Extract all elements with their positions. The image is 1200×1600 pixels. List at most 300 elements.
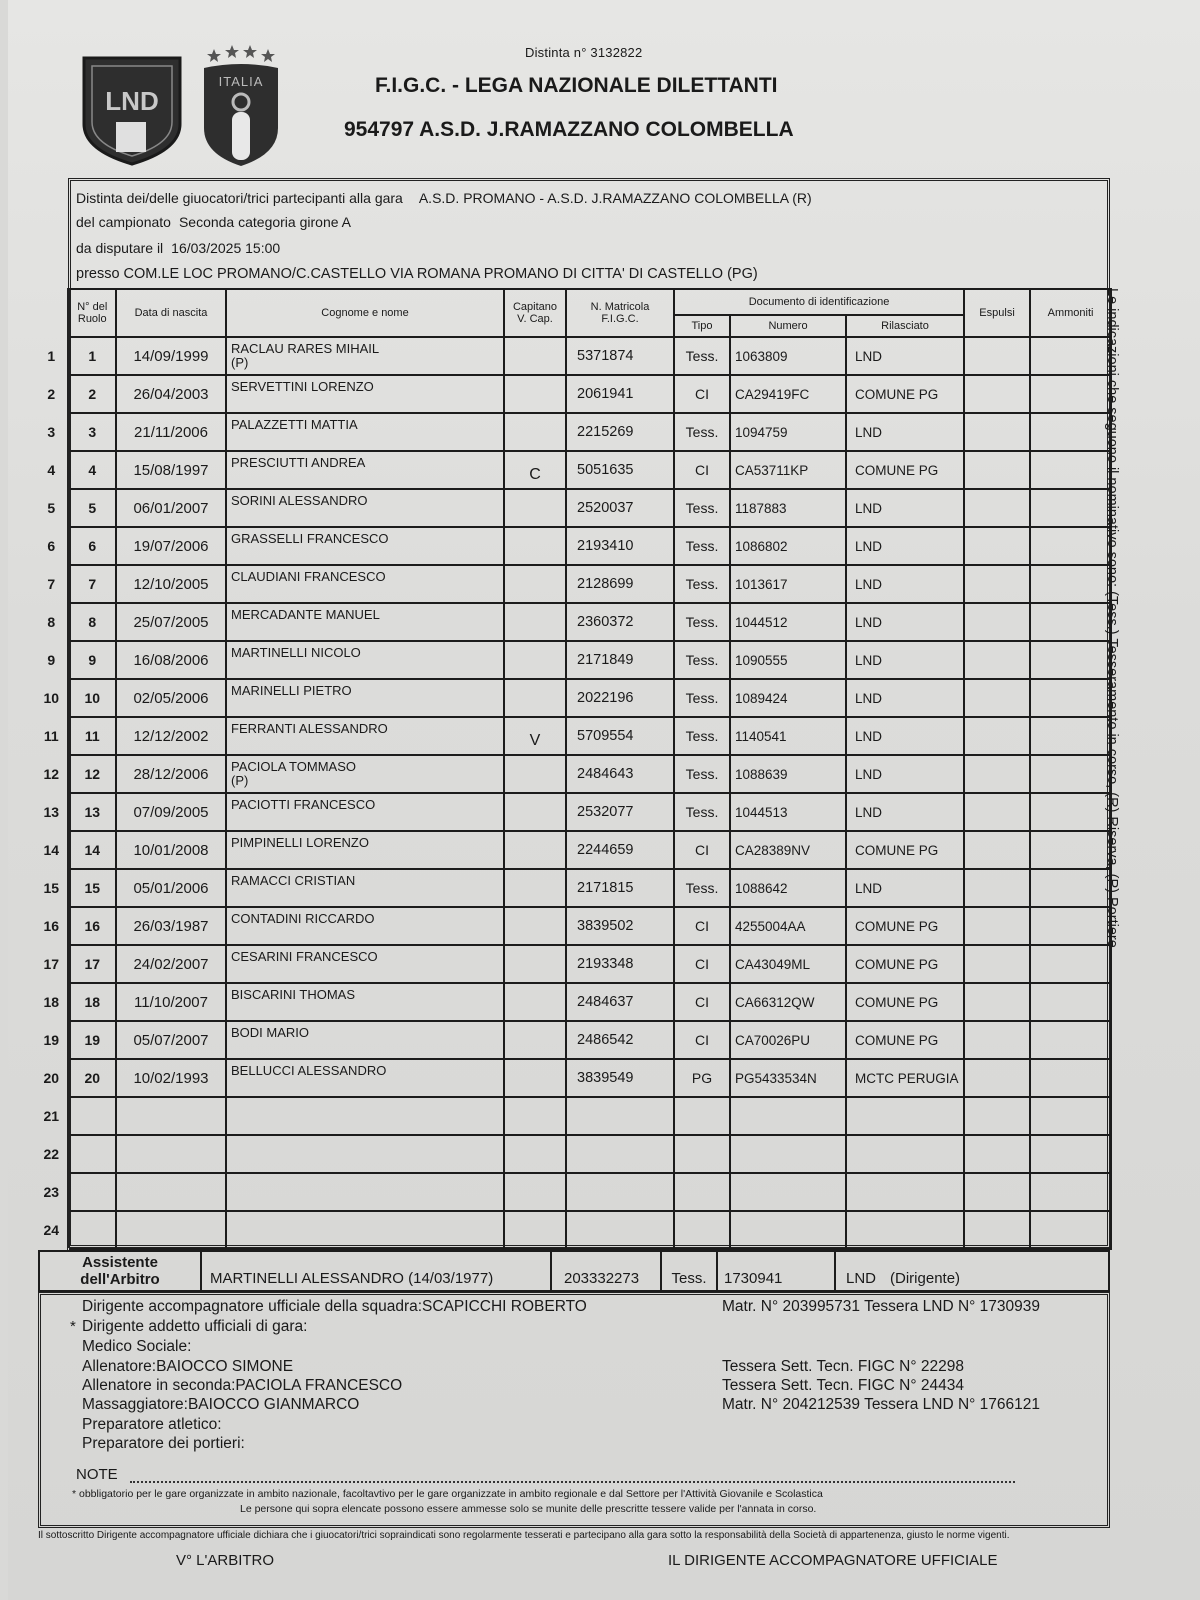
player-name [226, 755, 504, 793]
doc-issued-by: COMUNE PG [846, 945, 964, 983]
table-row [36, 641, 1111, 679]
matricola [566, 1097, 674, 1135]
expelled-cell [964, 565, 1030, 603]
assistant-doc-type: Tess. [662, 1252, 718, 1290]
doc-type: CI [674, 983, 730, 1021]
captain-mark [504, 527, 566, 565]
captain-mark [504, 1059, 566, 1097]
matricola: 2520037 [566, 489, 674, 527]
doc-number: 1140541 [730, 717, 846, 755]
table-row [36, 489, 1111, 527]
doc-number: CA43049ML [730, 945, 846, 983]
venue-label: presso [76, 266, 120, 282]
player-name-text: PALAZZETTI MATTIA [231, 417, 358, 432]
doc-issued-by: LND [846, 337, 964, 375]
birth-date: 12/10/2005 [116, 565, 226, 603]
player-name-text: PIMPINELLI LORENZO [231, 835, 369, 850]
doc-issued-by: LND [846, 755, 964, 793]
venue-line [76, 266, 758, 282]
matricola: 2061941 [566, 375, 674, 413]
doc-number: 1089424 [730, 679, 846, 717]
matricola: 2532077 [566, 793, 674, 831]
player-name [226, 451, 504, 489]
birth-date: 07/09/2005 [116, 793, 226, 831]
doc-number: 1187883 [730, 489, 846, 527]
doc-type: Tess. [674, 869, 730, 907]
expelled-cell [964, 1059, 1030, 1097]
doc-number: PG5433534N [730, 1059, 846, 1097]
birth-date: 05/07/2007 [116, 1021, 226, 1059]
expelled-cell [964, 489, 1030, 527]
matricola: 2215269 [566, 413, 674, 451]
row-index: 12 [36, 755, 68, 793]
table-row [36, 413, 1111, 451]
doc-issued-by [846, 1211, 964, 1249]
birth-date: 10/01/2008 [116, 831, 226, 869]
table-row [36, 793, 1111, 831]
booked-cell [1030, 451, 1111, 489]
player-name [226, 1097, 504, 1135]
player-name [226, 983, 504, 1021]
captain-mark [504, 983, 566, 1021]
captain-mark [504, 679, 566, 717]
role-number: 14 [68, 831, 116, 869]
booked-cell [1030, 489, 1111, 527]
row-index: 9 [36, 641, 68, 679]
championship-label: del campionato [76, 214, 171, 230]
role-number: 3 [68, 413, 116, 451]
col-tipo: Tipo [674, 315, 730, 337]
federation-title: F.I.G.C. - LEGA NAZIONALE DILETTANTI [375, 74, 778, 97]
captain-mark: C [504, 451, 566, 489]
match-line [76, 190, 812, 206]
birth-date: 15/08/1997 [116, 451, 226, 489]
birth-date: 25/07/2005 [116, 603, 226, 641]
matricola: 2128699 [566, 565, 674, 603]
matricola: 2484643 [566, 755, 674, 793]
matricola [566, 1211, 674, 1249]
match-date-line [76, 240, 280, 256]
doc-number [730, 1211, 846, 1249]
doc-type [674, 1135, 730, 1173]
doc-issued-by: LND [846, 413, 964, 451]
doc-issued-by: COMUNE PG [846, 1021, 964, 1059]
player-name-text: MARINELLI PIETRO [231, 683, 352, 698]
italia-logo-text: ITALIA [218, 74, 264, 89]
booked-cell [1030, 565, 1111, 603]
assistant-matricola: 203332273 [552, 1252, 662, 1290]
asterisk: * [70, 1318, 76, 1335]
matricola: 2484637 [566, 983, 674, 1021]
doc-issued-by: LND [846, 527, 964, 565]
row-index: 4 [36, 451, 68, 489]
doc-type [674, 1097, 730, 1135]
side-legend-text: Le indicazioni che seguono il nominativo sono: (Tess.) Tesseramento in corso, (R) Riserva, (P) Portiere [1104, 288, 1120, 948]
captain-mark [504, 945, 566, 983]
row-index: 21 [36, 1097, 68, 1135]
row-index: 14 [36, 831, 68, 869]
venue-value: COM.LE LOC PROMANO/C.CASTELLO VIA ROMANA PROMANO DI CITTA' DI CASTELLO (PG) [123, 266, 758, 282]
birth-date: 26/03/1987 [116, 907, 226, 945]
player-name-text: GRASSELLI FRANCESCO [231, 531, 389, 546]
captain-mark [504, 793, 566, 831]
table-row [36, 451, 1111, 489]
booked-cell [1030, 907, 1111, 945]
booked-cell [1030, 1059, 1111, 1097]
table-row [36, 565, 1111, 603]
doc-type: CI [674, 375, 730, 413]
row-index: 13 [36, 793, 68, 831]
expelled-cell [964, 1135, 1030, 1173]
staff-massaggiatore-id: Matr. N° 204212539 Tessera LND N° 1766121 [722, 1396, 1040, 1413]
birth-date: 28/12/2006 [116, 755, 226, 793]
player-name [226, 527, 504, 565]
player-name [226, 945, 504, 983]
table-row [36, 527, 1111, 565]
doc-issued-by [846, 1097, 964, 1135]
booked-cell [1030, 413, 1111, 451]
doc-number: 1088639 [730, 755, 846, 793]
doc-issued-by: LND [846, 603, 964, 641]
expelled-cell [964, 641, 1030, 679]
expelled-cell [964, 717, 1030, 755]
expelled-cell [964, 983, 1030, 1021]
captain-mark [504, 907, 566, 945]
player-name-text: MARTINELLI NICOLO [231, 645, 361, 660]
captain-mark [504, 413, 566, 451]
role-number: 7 [68, 565, 116, 603]
doc-issued-by: LND [846, 717, 964, 755]
booked-cell [1030, 983, 1111, 1021]
matricola: 2022196 [566, 679, 674, 717]
birth-date [116, 1173, 226, 1211]
table-row [36, 1097, 1111, 1135]
doc-type: Tess. [674, 527, 730, 565]
expelled-cell [964, 945, 1030, 983]
role-number [68, 1135, 116, 1173]
table-row [36, 945, 1111, 983]
lnd-logo [80, 54, 184, 166]
doc-number: 1086802 [730, 527, 846, 565]
table-row [36, 831, 1111, 869]
booked-cell [1030, 641, 1111, 679]
player-name [226, 717, 504, 755]
table-row [36, 337, 1111, 375]
doc-type: Tess. [674, 337, 730, 375]
captain-mark [504, 755, 566, 793]
booked-cell [1030, 375, 1111, 413]
matricola [566, 1135, 674, 1173]
captain-mark [504, 1135, 566, 1173]
table-row [36, 679, 1111, 717]
booked-cell [1030, 1211, 1111, 1249]
col-ruolo: N° del Ruolo [68, 289, 116, 337]
booked-cell [1030, 1097, 1111, 1135]
col-name: Cognome e nome [226, 289, 504, 337]
row-index: 3 [36, 413, 68, 451]
row-index: 15 [36, 869, 68, 907]
booked-cell [1030, 603, 1111, 641]
player-name [226, 603, 504, 641]
doc-issued-by: COMUNE PG [846, 451, 964, 489]
expelled-cell [964, 451, 1030, 489]
booked-cell [1030, 1173, 1111, 1211]
doc-type: Tess. [674, 641, 730, 679]
role-number: 13 [68, 793, 116, 831]
birth-date: 21/11/2006 [116, 413, 226, 451]
row-index: 6 [36, 527, 68, 565]
doc-number: 4255004AA [730, 907, 846, 945]
doc-number: 1013617 [730, 565, 846, 603]
doc-type: CI [674, 1021, 730, 1059]
matricola: 5709554 [566, 717, 674, 755]
player-table [36, 288, 1112, 1250]
matricola: 2171815 [566, 869, 674, 907]
assistant-issued: LND (Dirigente) [846, 1269, 961, 1287]
matricola: 2193348 [566, 945, 674, 983]
doc-type: Tess. [674, 793, 730, 831]
player-name [226, 907, 504, 945]
doc-type [674, 1211, 730, 1249]
expelled-cell [964, 793, 1030, 831]
match-label: Distinta dei/delle giuocatori/trici partecipanti alla gara [76, 190, 403, 206]
staff-preparatore-portieri: Preparatore dei portieri: [82, 1435, 245, 1452]
player-name-text: PRESCIUTTI ANDREA [231, 455, 366, 470]
doc-type: Tess. [674, 755, 730, 793]
role-number: 16 [68, 907, 116, 945]
doc-issued-by [846, 1135, 964, 1173]
booked-cell [1030, 793, 1111, 831]
expelled-cell [964, 1097, 1030, 1135]
player-name-text: SERVETTINI LORENZO [231, 379, 374, 394]
matricola: 2360372 [566, 603, 674, 641]
championship-value: Seconda categoria girone A [178, 214, 351, 230]
role-number: 2 [68, 375, 116, 413]
doc-type: Tess. [674, 717, 730, 755]
player-role-note: (P) [231, 355, 249, 370]
staff-dirigente-id: Matr. N° 203995731 Tessera LND N° 1730939 [722, 1298, 1040, 1315]
table-row [36, 1135, 1111, 1173]
doc-type: Tess. [674, 679, 730, 717]
doc-number [730, 1097, 846, 1135]
player-name-text: BODI MARIO [231, 1025, 310, 1040]
note-field[interactable] [130, 1481, 1015, 1483]
table-row [36, 983, 1111, 1021]
birth-date: 14/09/1999 [116, 337, 226, 375]
doc-issued-by: COMUNE PG [846, 983, 964, 1021]
doc-number: CA29419FC [730, 375, 846, 413]
staff-massaggiatore: Massaggiatore:BAIOCCO GIANMARCO [82, 1396, 360, 1413]
expelled-cell [964, 413, 1030, 451]
player-name-text: FERRANTI ALESSANDRO [231, 721, 388, 736]
referee-signature-label: V° L'ARBITRO [176, 1552, 275, 1569]
matricola [566, 1173, 674, 1211]
doc-issued-by: LND [846, 793, 964, 831]
captain-mark [504, 1097, 566, 1135]
birth-date: 26/04/2003 [116, 375, 226, 413]
row-index: 8 [36, 603, 68, 641]
birth-date: 11/10/2007 [116, 983, 226, 1021]
player-name [226, 565, 504, 603]
captain-mark [504, 1021, 566, 1059]
lnd-logo-text: LND [105, 86, 159, 116]
table-row [36, 717, 1111, 755]
player-name [226, 869, 504, 907]
col-ammoniti: Ammoniti [1030, 289, 1111, 337]
row-index: 19 [36, 1021, 68, 1059]
distinta-number: Distinta n° 3132822 [525, 45, 643, 60]
doc-number: CA66312QW [730, 983, 846, 1021]
assistant-referee-row [38, 1250, 1110, 1292]
expelled-cell [964, 679, 1030, 717]
booked-cell [1030, 527, 1111, 565]
expelled-cell [964, 1021, 1030, 1059]
birth-date: 16/08/2006 [116, 641, 226, 679]
captain-mark [504, 565, 566, 603]
doc-type [674, 1173, 730, 1211]
table-row [36, 375, 1111, 413]
staff-allenatore-2-id: Tessera Sett. Tecn. FIGC N° 24434 [722, 1377, 964, 1394]
role-number [68, 1211, 116, 1249]
role-number: 15 [68, 869, 116, 907]
booked-cell [1030, 679, 1111, 717]
player-name [226, 1059, 504, 1097]
match-value: A.S.D. PROMANO - A.S.D. J.RAMAZZANO COLOMBELLA (R) [418, 190, 812, 206]
doc-number: CA70026PU [730, 1021, 846, 1059]
birth-date [116, 1135, 226, 1173]
captain-mark [504, 831, 566, 869]
birth-date: 02/05/2006 [116, 679, 226, 717]
staff-preparatore: Preparatore atletico: [82, 1416, 222, 1433]
doc-issued-by: LND [846, 679, 964, 717]
table-row [36, 1021, 1111, 1059]
captain-mark [504, 489, 566, 527]
doc-type: CI [674, 907, 730, 945]
table-row [36, 1173, 1111, 1211]
role-number: 9 [68, 641, 116, 679]
role-number: 10 [68, 679, 116, 717]
role-number: 4 [68, 451, 116, 489]
doc-issued-by: LND [846, 869, 964, 907]
matricola: 2171849 [566, 641, 674, 679]
director-signature-label: IL DIRIGENTE ACCOMPAGNATORE UFFICIALE [668, 1552, 998, 1569]
captain-mark [504, 375, 566, 413]
role-number: 18 [68, 983, 116, 1021]
booked-cell [1030, 945, 1111, 983]
player-name [226, 1173, 504, 1211]
assistant-role: (Dirigente) [890, 1269, 961, 1287]
table-row [36, 603, 1111, 641]
player-name-text: PACIOLA TOMMASO [231, 759, 356, 774]
staff-dirigente: Dirigente accompagnatore ufficiale della squadra:SCAPICCHI ROBERTO [82, 1298, 587, 1315]
fine-print-mandatory: * obbligatorio per le gare organizzate in ambito nazionale, facoltavtivo per le gare organizzate in ambito regionale e dal Settore per l'Attività Giovanile e Scolastica [72, 1488, 823, 1500]
doc-issued-by: COMUNE PG [846, 831, 964, 869]
doc-number: 1044513 [730, 793, 846, 831]
col-matricola: N. Matricola F.I.G.C. [566, 289, 674, 337]
matricola: 5371874 [566, 337, 674, 375]
row-index: 7 [36, 565, 68, 603]
match-date-value: 16/03/2025 15:00 [171, 240, 281, 256]
doc-type: PG [674, 1059, 730, 1097]
doc-issued-by: MCTC PERUGIA [846, 1059, 964, 1097]
row-index: 23 [36, 1173, 68, 1211]
expelled-cell [964, 337, 1030, 375]
player-name [226, 1211, 504, 1249]
doc-issued-by: COMUNE PG [846, 375, 964, 413]
role-number: 19 [68, 1021, 116, 1059]
birth-date: 06/01/2007 [116, 489, 226, 527]
table-row [36, 755, 1111, 793]
booked-cell [1030, 831, 1111, 869]
row-index: 24 [36, 1211, 68, 1249]
italia-logo [200, 44, 282, 168]
championship-line [76, 214, 351, 230]
doc-type: Tess. [674, 603, 730, 641]
doc-type: Tess. [674, 413, 730, 451]
expelled-cell [964, 527, 1030, 565]
birth-date: 10/02/1993 [116, 1059, 226, 1097]
expelled-cell [964, 603, 1030, 641]
col-document: Documento di identificazione [674, 289, 964, 315]
row-index: 5 [36, 489, 68, 527]
doc-issued-by: LND [846, 489, 964, 527]
role-number: 8 [68, 603, 116, 641]
matricola: 3839549 [566, 1059, 674, 1097]
birth-date: 12/12/2002 [116, 717, 226, 755]
player-name [226, 641, 504, 679]
doc-number [730, 1173, 846, 1211]
role-number [68, 1097, 116, 1135]
row-index: 22 [36, 1135, 68, 1173]
player-name-text: PACIOTTI FRANCESCO [231, 797, 376, 812]
player-name [226, 1135, 504, 1173]
captain-mark [504, 603, 566, 641]
row-index: 2 [36, 375, 68, 413]
note-label: NOTE [76, 1466, 118, 1483]
birth-date: 24/02/2007 [116, 945, 226, 983]
row-index: 16 [36, 907, 68, 945]
doc-number: CA53711KP [730, 451, 846, 489]
doc-type: Tess. [674, 565, 730, 603]
table-row [36, 869, 1111, 907]
doc-issued-by: LND [846, 565, 964, 603]
player-name [226, 1021, 504, 1059]
booked-cell [1030, 869, 1111, 907]
expelled-cell [964, 755, 1030, 793]
birth-date [116, 1097, 226, 1135]
doc-issued-by [846, 1173, 964, 1211]
player-name-text: SORINI ALESSANDRO [231, 493, 368, 508]
birth-date: 05/01/2006 [116, 869, 226, 907]
captain-mark: V [504, 717, 566, 755]
staff-addetto: Dirigente addetto ufficiali di gara: [82, 1318, 308, 1335]
expelled-cell [964, 831, 1030, 869]
doc-issued-by: LND [846, 641, 964, 679]
row-index: 18 [36, 983, 68, 1021]
expelled-cell [964, 1173, 1030, 1211]
birth-date: 19/07/2006 [116, 527, 226, 565]
row-index: 10 [36, 679, 68, 717]
player-name-text: RAMACCI CRISTIAN [231, 873, 356, 888]
table-row [36, 1211, 1111, 1249]
doc-type: CI [674, 451, 730, 489]
staff-allenatore-id: Tessera Sett. Tecn. FIGC N° 22298 [722, 1358, 964, 1375]
player-name-text: MERCADANTE MANUEL [231, 607, 380, 622]
player-name [226, 337, 504, 375]
player-name [226, 413, 504, 451]
booked-cell [1030, 755, 1111, 793]
row-index: 17 [36, 945, 68, 983]
